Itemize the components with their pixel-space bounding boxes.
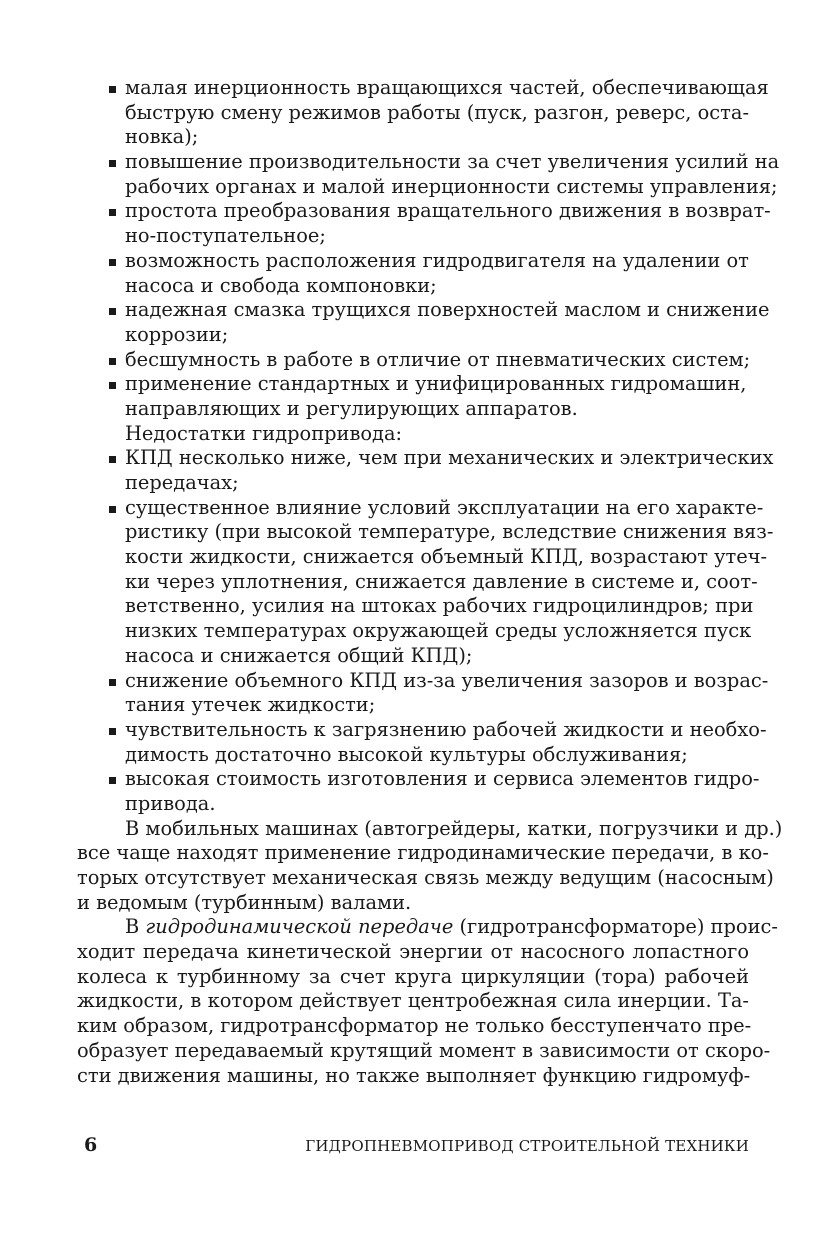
- body-text: [77, 76, 783, 1088]
- bullet-continuation-line: [77, 569, 758, 595]
- line-text: новка);: [125, 125, 199, 149]
- bullet-continuation-line: [77, 174, 778, 200]
- bullet-continuation-line: [77, 274, 749, 299]
- line-text: высокая стоимость изготовления и сервиса элементов гидро-: [125, 767, 760, 791]
- bullet-continuation-line: [77, 619, 752, 644]
- bullet-square-icon: [109, 358, 116, 365]
- line-text: направляющих и регулирующих аппаратов.: [125, 396, 578, 420]
- line-text: возможность расположения гидродвигателя на удалении от: [125, 248, 749, 272]
- bullet-square-icon: [109, 209, 116, 216]
- paragraph-first-line: [77, 816, 783, 842]
- bullet-square-icon: [109, 308, 116, 315]
- line-text: бесшумность в работе в отличие от пневматических систем;: [125, 347, 751, 371]
- bullet-square-icon: [109, 382, 116, 389]
- line-text: димость достаточно высокой культуры обслуживания;: [125, 742, 688, 766]
- bullet-line: [77, 767, 760, 792]
- line-text: кости жидкости, снижается объемный КПД, возрастают утеч-: [125, 545, 768, 569]
- line-text: простота преобразования вращательного движения в возврат-: [125, 199, 771, 223]
- bullet-square-icon: [109, 506, 116, 513]
- line-text: КПД несколько ниже, чем при механических и электрических: [125, 446, 774, 470]
- bullet-continuation-line: [77, 520, 774, 545]
- line-text: насоса и свобода компоновки;: [125, 273, 437, 297]
- page-number: 6: [84, 1134, 98, 1156]
- emphasis-lead: В: [125, 915, 146, 939]
- paragraph-line: [77, 1038, 771, 1064]
- bullet-square-icon: [109, 728, 116, 735]
- bullet-continuation-line: [77, 323, 749, 348]
- line-text: ристику (при высокой температуре, вследствие снижения вяз-: [125, 520, 774, 544]
- line-text: жидкости, в котором действует центробежная сила инерции. Та-: [77, 989, 749, 1013]
- running-title: ГИДРОПНЕВМОПРИВОД СТРОИТЕЛЬНОЙ ТЕХНИКИ: [305, 1137, 749, 1155]
- bullet-continuation-line: [77, 693, 749, 718]
- bullet-square-icon: [109, 777, 116, 784]
- bullet-continuation-line: [77, 101, 749, 126]
- line-text: ким образом, гидротрансформатор не только бесступенчато пре-: [77, 1014, 752, 1038]
- line-text: чувствительность к загрязнению рабочей жидкости и необхо-: [125, 717, 767, 741]
- bullet-continuation-line: [77, 471, 749, 496]
- line-text: быструю смену режимов работы (пуск, разгон, реверс, оста-: [125, 100, 749, 124]
- paragraph-line: [77, 1064, 749, 1089]
- bullet-line: [77, 495, 764, 521]
- bullet-continuation-line: [77, 644, 749, 669]
- line-text: тания утечек жидкости;: [125, 693, 376, 717]
- line-text: малая инерционность вращающихся частей, обеспечивающая: [125, 76, 769, 99]
- line-text: торых отсутствует механическая связь между ведущим (насосным): [77, 866, 774, 889]
- bullet-line: [77, 668, 769, 694]
- bullet-line: [77, 298, 770, 323]
- bullet-line: [77, 717, 767, 743]
- line-text: Недостатки гидропривода:: [125, 421, 403, 445]
- bullet-square-icon: [109, 679, 116, 686]
- bullet-square-icon: [109, 86, 116, 93]
- paragraph-first-line: [77, 915, 778, 940]
- line-text: образует передаваемый крутящий момент в зависимости от скоро-: [77, 1038, 771, 1062]
- bullet-square-icon: [109, 259, 116, 266]
- line-text: В мобильных машинах (автогрейдеры, катки, погрузчики и др.): [125, 816, 783, 840]
- bullet-square-icon: [109, 456, 116, 463]
- bullet-continuation-line: [77, 224, 749, 249]
- line-text: существенное влияние условий эксплуатации на его характе-: [125, 495, 764, 519]
- bullet-line: [77, 199, 771, 224]
- line-text: рабочих органах и малой инерционности системы управления;: [125, 174, 778, 198]
- line-text: повышение производительности за счет увеличения усилий на: [125, 150, 780, 174]
- paragraph-line: [77, 989, 749, 1014]
- subheading-line: [77, 422, 749, 447]
- bullet-continuation-line: [77, 397, 749, 422]
- bullet-continuation-line: [77, 125, 749, 150]
- bullet-line: [77, 76, 769, 101]
- line-text: насоса и снижается общий КПД);: [125, 643, 473, 667]
- paragraph-line: [77, 1014, 752, 1039]
- bullet-line: [77, 150, 780, 175]
- bullet-square-icon: [109, 160, 116, 167]
- line-text: привода.: [125, 791, 216, 815]
- paragraph-line: [77, 940, 749, 965]
- paragraph-line: [77, 841, 769, 866]
- line-text: ходит передача кинетической энергии от насосного лопастного: [77, 940, 749, 964]
- line-text: но-поступательное;: [125, 224, 326, 248]
- line-text: коррозии;: [125, 322, 229, 346]
- line-text: применение стандартных и унифицированных гидромашин,: [125, 372, 747, 396]
- line-text: и ведомым (турбинным) валами.: [77, 890, 412, 914]
- bullet-continuation-line: [77, 743, 749, 768]
- line-text: снижение объемного КПД из-за увеличения зазоров и возрас-: [125, 668, 769, 692]
- bullet-continuation-line: [77, 594, 754, 619]
- line-text: низких температурах окружающей среды усложняется пуск: [125, 619, 752, 643]
- paragraph-line: [77, 866, 774, 891]
- line-text: надежная смазка трущихся поверхностей маслом и снижение: [125, 298, 770, 322]
- emphasis-tail: (гидротрансформаторе) проис-: [453, 915, 778, 939]
- bullet-line: [77, 249, 749, 274]
- bullet-line: [77, 446, 774, 471]
- line-text: ки через уплотнения, снижается давление в системе и, соот-: [125, 569, 758, 593]
- bullet-continuation-line: [77, 545, 768, 570]
- italic-term: гидродинамической передаче: [145, 915, 454, 939]
- bullet-line: [77, 372, 749, 397]
- bullet-continuation-line: [77, 792, 749, 817]
- line-text: ветственно, усилия на штоках рабочих гидроцилиндров; при: [125, 594, 754, 618]
- bullet-line: [77, 348, 749, 373]
- paragraph-line: [77, 965, 749, 990]
- line-text: передачах;: [125, 471, 239, 494]
- line-text: колеса к турбинному за счет круга циркуляции (тора) рабочей: [77, 964, 749, 988]
- line-text: сти движения машины, но также выполняет функцию гидромуф-: [77, 1063, 751, 1087]
- line-text: все чаще находят применение гидродинамические передачи, в ко-: [77, 841, 769, 865]
- paragraph-last-line: [77, 891, 749, 916]
